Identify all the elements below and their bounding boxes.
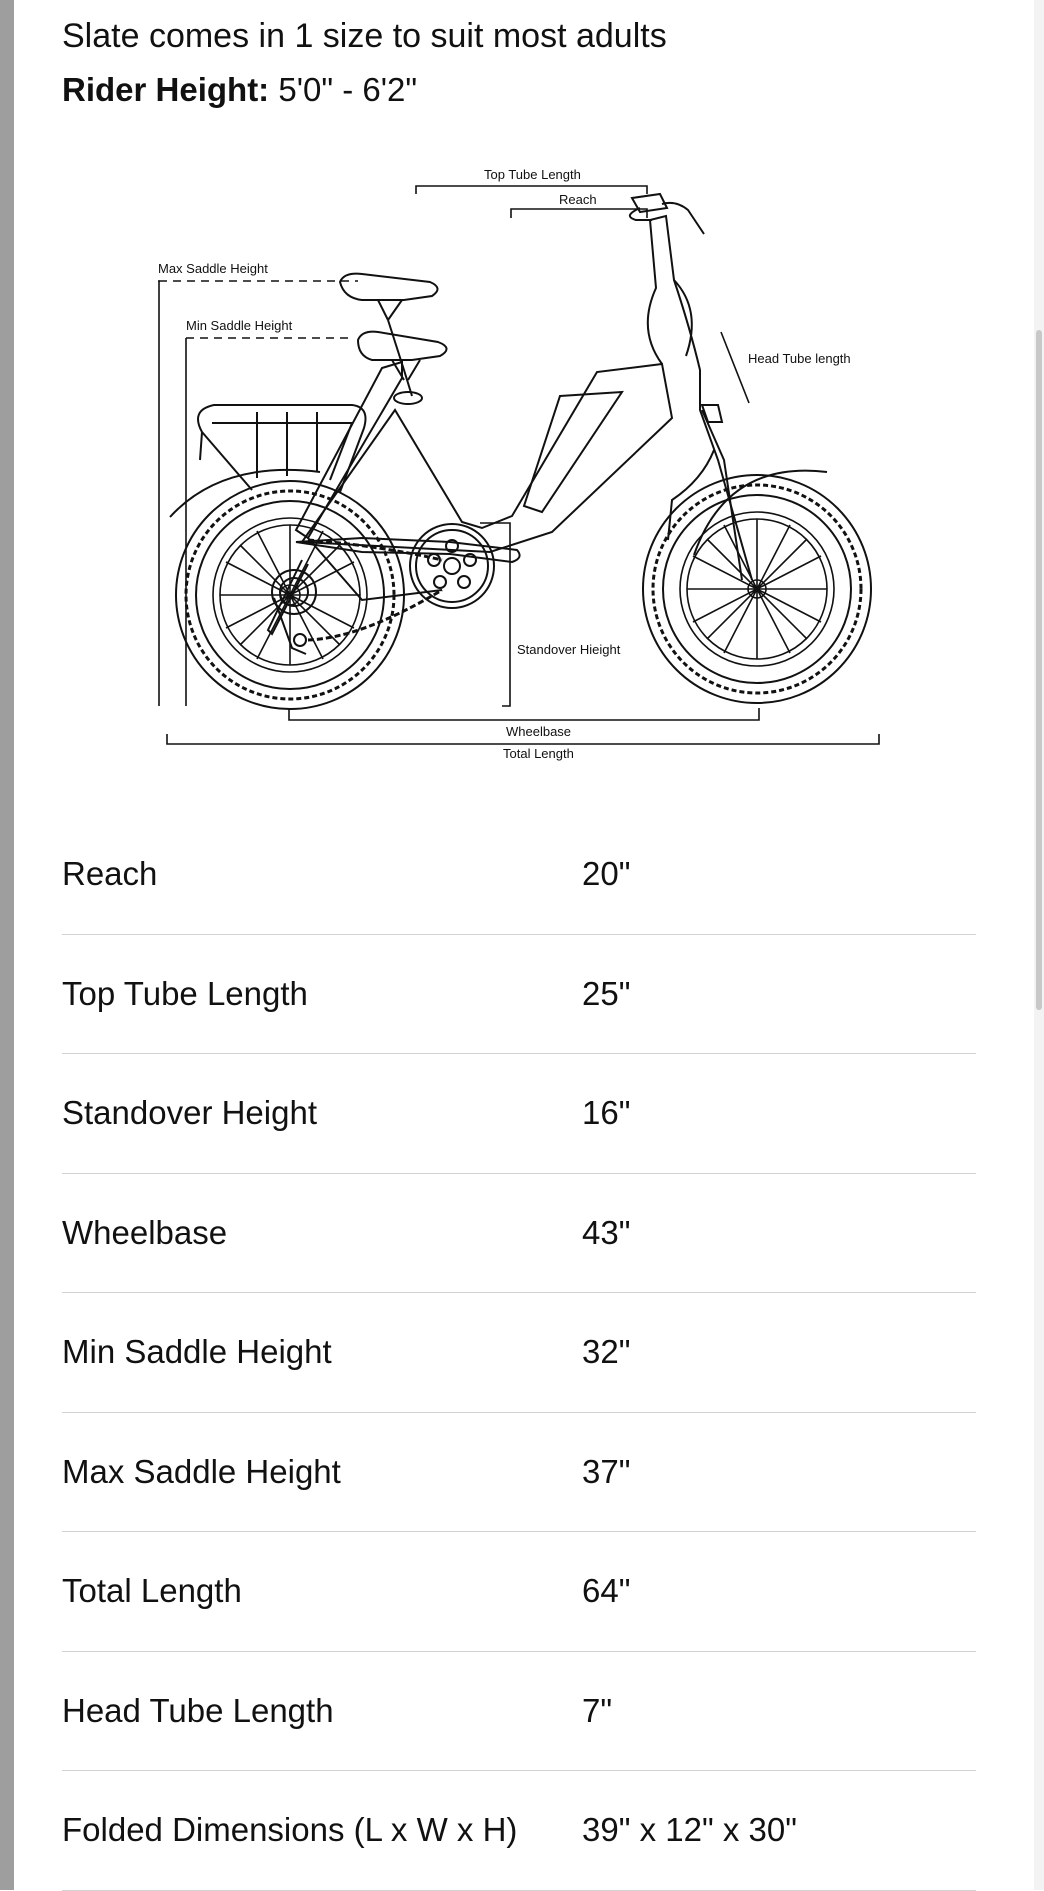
spec-row-min-saddle-height [62,1293,976,1413]
bike-geometry-diagram [62,160,976,780]
rider-height-value: 5'0" - 6'2" [278,71,418,108]
scrollbar-thumb[interactable] [1036,330,1042,1010]
spec-value: 7" [582,1691,613,1729]
spec-value: 25" [582,974,631,1012]
spec-row-total-length [62,1532,976,1652]
reach-line [511,209,647,218]
wheelbase-label: Wheelbase [506,724,572,739]
top-tube-length-line [416,186,647,194]
spec-row-head-tube-length [62,1652,976,1772]
total-length-label: Total Length [503,746,574,761]
bike-illustration [62,160,976,780]
spec-row-wheelbase [62,1174,976,1294]
geometry-spec-table [62,815,976,1891]
front-wheel [643,475,871,703]
min-saddle-height-label: Min Saddle Height [186,318,293,333]
spec-label: Standover Height [62,1094,317,1131]
spec-label: Head Tube Length [62,1691,334,1729]
spec-row-folded-dimensions [62,1771,976,1891]
rider-height-label: Rider Height: [62,71,270,108]
bike-frame [296,362,672,640]
top-tube-length-label: Top Tube Length [484,167,581,182]
spec-label: Min Saddle Height [62,1333,332,1370]
size-headline: Slate comes in 1 size to suit most adults [62,17,667,55]
spec-row-reach [62,815,976,935]
spec-value: 43" [582,1213,631,1251]
reach-label: Reach [559,192,597,207]
left-rail [0,0,14,1890]
spec-value: 64" [582,1572,631,1609]
spec-value: 20" [582,855,631,892]
spec-label: Wheelbase [62,1213,228,1251]
spec-label: Max Saddle Height [62,1452,341,1490]
spec-value: 37" [582,1452,631,1490]
rider-height [62,70,417,110]
spec-value: 32" [582,1333,631,1370]
rear-wheel [176,481,404,709]
max-saddle-height-label: Max Saddle Height [158,261,268,276]
wheelbase-line [289,708,759,720]
crankset [410,524,494,608]
spec-label: Top Tube Length [62,974,308,1012]
max-saddle-height-line [158,281,159,706]
head-tube-length-line [721,332,749,403]
scrollbar[interactable] [1034,0,1044,1890]
saddles [340,274,447,404]
spec-row-top-tube-length [62,935,976,1055]
spec-value: 16" [582,1094,631,1131]
spec-label: Reach [62,855,158,892]
standover-height-label: Standover Hieight [517,642,621,657]
spec-row-standover-height [62,1054,976,1174]
spec-label: Folded Dimensions (L x W x H) [62,1811,518,1848]
head-tube-length-label: Head Tube length [748,351,851,366]
spec-value: 39" x 12" x 30" [582,1811,797,1848]
spec-row-max-saddle-height [62,1413,976,1533]
rear-fender [170,470,320,517]
spec-label: Total Length [62,1572,242,1609]
